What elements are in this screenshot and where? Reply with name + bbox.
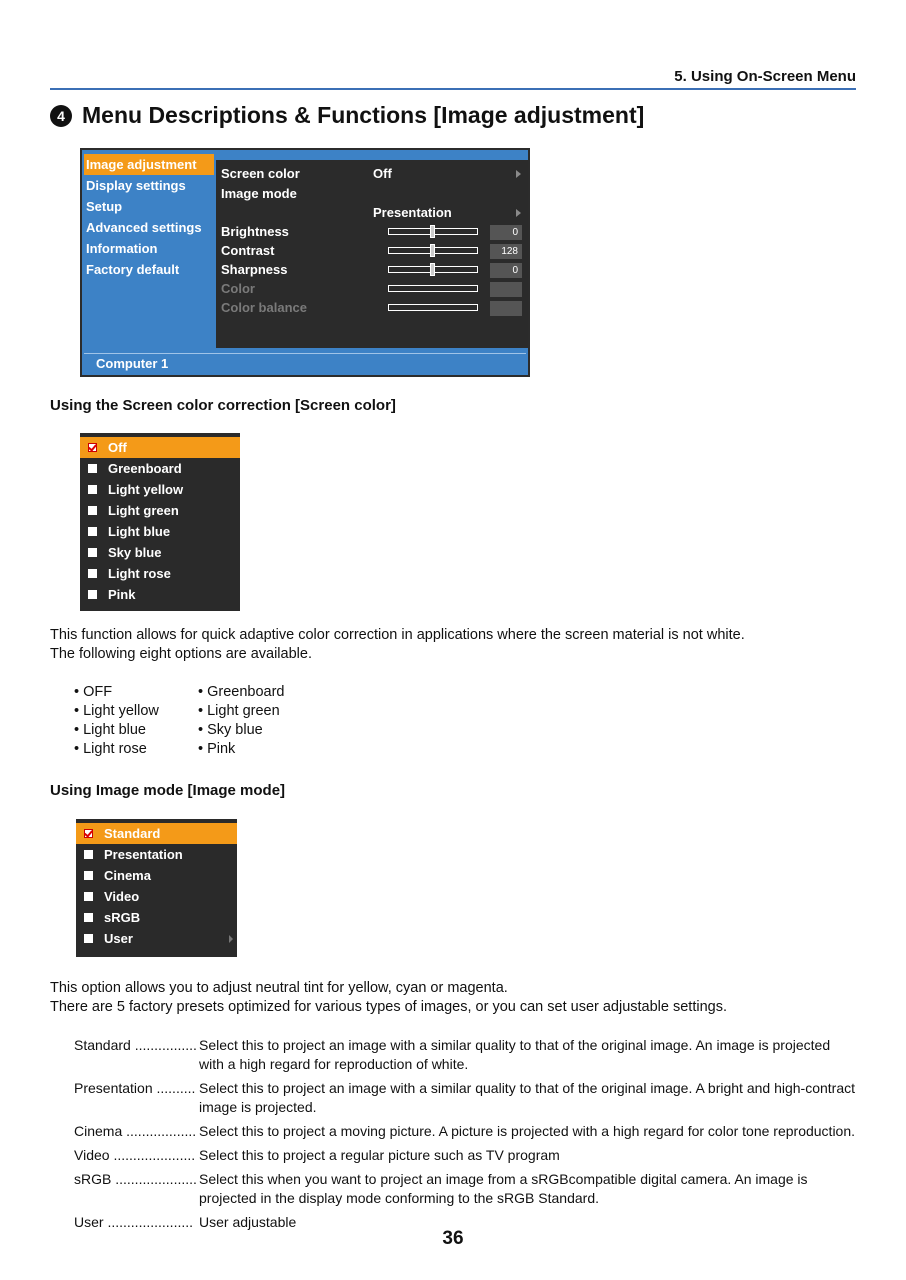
screen-color-value[interactable]: Off bbox=[373, 166, 392, 181]
bullet-item: • Greenboard bbox=[198, 684, 285, 700]
description-text: Select this to project a moving picture. A picture is projected with a high regard for color tone reproduction. bbox=[199, 1123, 856, 1139]
image-mode-label[interactable]: Image mode bbox=[221, 186, 297, 201]
checkbox-icon bbox=[88, 464, 97, 473]
osd-menu-setup[interactable]: Setup bbox=[86, 199, 123, 214]
color-balance-label: Color balance bbox=[221, 300, 307, 315]
option-label: Greenboard bbox=[108, 461, 182, 476]
brightness-slider-thumb[interactable] bbox=[430, 225, 435, 238]
checkbox-icon bbox=[88, 590, 97, 599]
color-balance-value-box bbox=[490, 301, 522, 316]
color-value-box bbox=[490, 282, 522, 297]
bullet-item: • Light green bbox=[198, 703, 280, 719]
checked-checkbox-icon bbox=[88, 443, 97, 452]
header-section-title: 5. Using On-Screen Menu bbox=[674, 68, 856, 85]
submenu-arrow-icon bbox=[229, 935, 233, 943]
option-label: User bbox=[104, 931, 133, 946]
option-label: Video bbox=[104, 889, 140, 904]
option-label: Light blue bbox=[108, 524, 171, 539]
bullet-item: • OFF bbox=[74, 684, 113, 700]
option-label: Sky blue bbox=[108, 545, 162, 560]
bullet-item: • Pink bbox=[198, 741, 236, 757]
screen-color-heading: Using the Screen color correction [Screen color] bbox=[50, 397, 396, 414]
osd-main-menu bbox=[80, 148, 530, 377]
screen-color-option-sky-blue[interactable] bbox=[80, 542, 240, 563]
osd-left-menu bbox=[84, 154, 214, 280]
bullet-item: • Sky blue bbox=[198, 722, 263, 738]
checkbox-icon bbox=[84, 913, 93, 922]
description-text: Select this to project an image with a similar quality to that of the original image. A bright and high-contract image is projected. bbox=[199, 1080, 856, 1115]
screen-color-option-pink[interactable] bbox=[80, 584, 240, 605]
image-mode-option-presentation[interactable] bbox=[76, 844, 237, 865]
image-mode-option-video[interactable] bbox=[76, 886, 237, 907]
title-text: Menu Descriptions & Functions [Image adjustment] bbox=[82, 102, 645, 128]
description-row bbox=[74, 1079, 858, 1117]
option-label: Standard bbox=[104, 826, 161, 841]
osd-menu-information[interactable]: Information bbox=[86, 241, 158, 256]
sharpness-slider[interactable] bbox=[388, 266, 478, 273]
bullet-item: • Light rose bbox=[74, 741, 147, 757]
screen-color-paragraph-1: This function allows for quick adaptive color correction in applications where the screen material is not white. bbox=[50, 627, 745, 643]
screen-color-option-off[interactable] bbox=[80, 437, 240, 458]
option-label: Pink bbox=[108, 587, 136, 602]
image-mode-heading: Using Image mode [Image mode] bbox=[50, 782, 286, 799]
bullet-item: • Light blue bbox=[74, 722, 146, 738]
color-label: Color bbox=[221, 281, 255, 296]
screen-color-option-light-yellow[interactable] bbox=[80, 479, 240, 500]
description-row bbox=[74, 1146, 858, 1165]
checkbox-icon bbox=[84, 850, 93, 859]
option-label: Off bbox=[108, 440, 127, 455]
checkbox-icon bbox=[88, 506, 97, 515]
screen-color-option-light-rose[interactable] bbox=[80, 563, 240, 584]
description-term: Video ..................... bbox=[74, 1147, 196, 1163]
osd-menu-display-settings[interactable]: Display settings bbox=[86, 178, 186, 193]
description-row bbox=[74, 1122, 858, 1141]
description-text: Select this when you want to project an image from a sRGBcompatible digital camera. An image is projected in the display mode conforming to the sRGB Standard. bbox=[199, 1171, 808, 1206]
bullet-item: • Light yellow bbox=[74, 703, 159, 719]
contrast-slider-thumb[interactable] bbox=[430, 244, 435, 257]
description-term: Presentation .......... bbox=[74, 1080, 196, 1096]
brightness-value-box: 0 bbox=[490, 225, 522, 240]
screen-color-option-light-blue[interactable] bbox=[80, 521, 240, 542]
description-row bbox=[74, 1036, 858, 1074]
description-text: Select this to project an image with a similar quality to that of the original image. An image is projected with a high regard for reproduction of white. bbox=[199, 1037, 831, 1072]
screen-color-submenu bbox=[80, 433, 240, 611]
osd-menu-factory-default[interactable]: Factory default bbox=[86, 262, 180, 277]
osd-source-footer: Computer 1 bbox=[84, 353, 526, 373]
screen-color-option-light-green[interactable] bbox=[80, 500, 240, 521]
option-label: Light yellow bbox=[108, 482, 184, 497]
checkbox-icon bbox=[88, 548, 97, 557]
sharpness-slider-thumb[interactable] bbox=[430, 263, 435, 276]
contrast-value-box: 128 bbox=[490, 244, 522, 259]
osd-menu-advanced-settings[interactable]: Advanced settings bbox=[86, 220, 202, 235]
option-label: Light rose bbox=[108, 566, 171, 581]
brightness-slider[interactable] bbox=[388, 228, 478, 235]
color-slider bbox=[388, 285, 478, 292]
image-mode-option-user[interactable] bbox=[76, 928, 237, 949]
image-mode-arrow-icon bbox=[516, 209, 521, 217]
image-mode-paragraph-1: This option allows you to adjust neutral tint for yellow, cyan or magenta. bbox=[50, 980, 508, 996]
screen-color-arrow-icon bbox=[516, 170, 521, 178]
description-row bbox=[74, 1170, 858, 1208]
checkbox-icon bbox=[84, 871, 93, 880]
screen-color-option-bullets bbox=[74, 683, 318, 759]
checkbox-icon bbox=[88, 569, 97, 578]
checked-checkbox-icon bbox=[84, 829, 93, 838]
header-rule bbox=[50, 88, 856, 90]
screen-color-label[interactable]: Screen color bbox=[221, 166, 300, 181]
screen-color-option-greenboard[interactable] bbox=[80, 458, 240, 479]
description-term: User ...................... bbox=[74, 1214, 194, 1230]
image-mode-value[interactable]: Presentation bbox=[373, 205, 452, 220]
contrast-slider[interactable] bbox=[388, 247, 478, 254]
option-label: Presentation bbox=[104, 847, 183, 862]
image-mode-option-cinema[interactable] bbox=[76, 865, 237, 886]
sharpness-value-box: 0 bbox=[490, 263, 522, 278]
checkbox-icon bbox=[84, 934, 93, 943]
screen-color-paragraph-2: The following eight options are available. bbox=[50, 646, 312, 662]
brightness-label[interactable]: Brightness bbox=[221, 224, 289, 239]
description-term: Cinema .................. bbox=[74, 1123, 197, 1139]
osd-menu-image-adjustment[interactable]: Image adjustment bbox=[84, 154, 214, 175]
title-number-badge: 4 bbox=[50, 105, 72, 127]
description-term: Standard ................ bbox=[74, 1037, 197, 1053]
page-number: 36 bbox=[442, 1228, 464, 1249]
image-mode-descriptions bbox=[74, 1036, 858, 1237]
option-label: Light green bbox=[108, 503, 179, 518]
description-text: Select this to project a regular picture such as TV program bbox=[199, 1147, 560, 1163]
osd-settings-panel bbox=[216, 160, 528, 348]
page-title bbox=[50, 102, 644, 129]
image-mode-option-standard[interactable] bbox=[76, 823, 237, 844]
description-term: sRGB ..................... bbox=[74, 1171, 197, 1187]
checkbox-icon bbox=[88, 485, 97, 494]
color-balance-slider bbox=[388, 304, 478, 311]
checkbox-icon bbox=[84, 892, 93, 901]
description-text: User adjustable bbox=[199, 1214, 297, 1230]
image-mode-submenu bbox=[76, 819, 237, 957]
contrast-label[interactable]: Contrast bbox=[221, 243, 275, 258]
image-mode-paragraph-2: There are 5 factory presets optimized for various types of images, or you can set user adjustable settings. bbox=[50, 999, 727, 1015]
image-mode-option-srgb[interactable] bbox=[76, 907, 237, 928]
sharpness-label[interactable]: Sharpness bbox=[221, 262, 288, 277]
option-label: sRGB bbox=[104, 910, 141, 925]
checkbox-icon bbox=[88, 527, 97, 536]
option-label: Cinema bbox=[104, 868, 151, 883]
